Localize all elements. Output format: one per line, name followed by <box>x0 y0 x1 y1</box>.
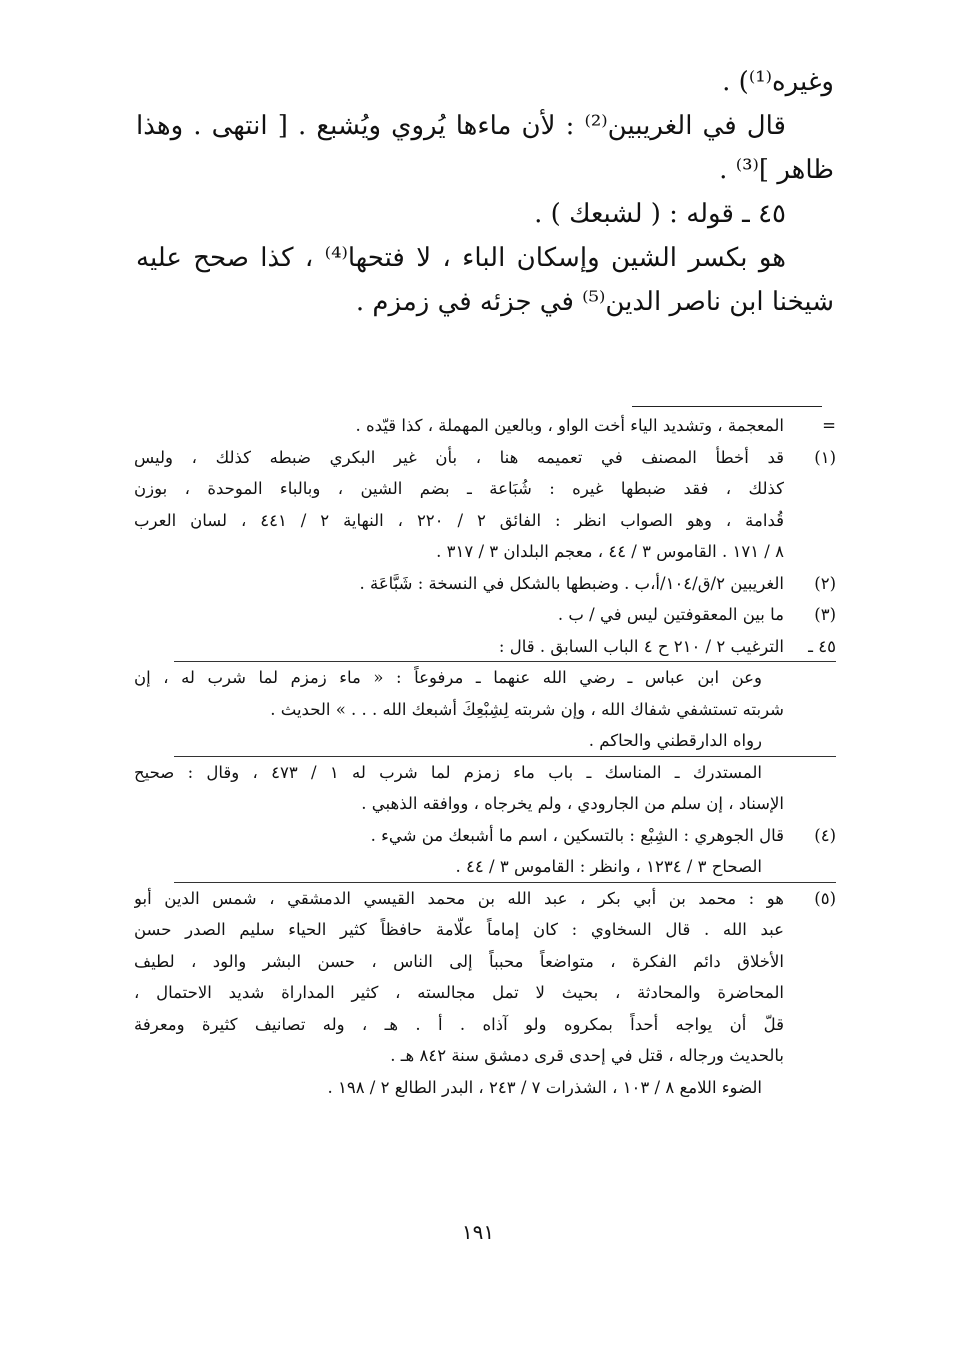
footnote-line: الترغيب ٢ / ٢١٠ ح ٤ الباب السابق . قال : <box>498 636 784 656</box>
footnote-number: ٤٥ ـ <box>808 636 836 656</box>
footnote-45-quote <box>134 662 836 757</box>
footnote-line: ٨ / ١٧١ . القاموس ٣ / ٤٤ ، معجم البلدان ٣ / ٣١٧ . <box>436 542 784 561</box>
footnote-1 <box>134 442 836 568</box>
footnote-line: قُدامة ، وهو الصواب انظر : الفائق ٢ / ٢٢٠ ، النهاية ٢ / ٤٤١ ، لسان العرب <box>134 510 784 530</box>
footnote-line: الإسناد ، إن سلم من الجارودي ، ولم يخرجاه ، ووافقه الذهبي . <box>361 794 784 813</box>
main-line: قال في الغريبين⁽²⁾ : لأن ماءها يُروي ويُشبع . [ انتهى . وهذا <box>136 111 786 141</box>
footnote-line: المستدرك ـ المناسك ـ باب ماء زمزم لما شرب له ١ / ٤٧٣ ، وقال : صحيح <box>134 762 762 782</box>
footnote-line: شربته تستشفي شفاك الله ، وإن شربته لِشِبْعِكَ أشبعك الله . . . » الحديث . <box>270 699 784 719</box>
footnote-line: وعن ابن عباس ـ رضي الله عنهما ـ مرفوعاً : « ماء زمزم لما شرب له ، إن <box>134 668 762 687</box>
main-line: وغيره⁽¹⁾) . <box>722 67 834 97</box>
main-line: ٤٥ ـ قوله : ( لشبعك ) . <box>534 199 786 229</box>
footnote-4 <box>134 820 836 883</box>
footnote-line: الضوء اللامع ٨ / ١٠٣ ، الشذرات ٧ / ٢٤٣ ، البدر الطالع ٢ / ١٩٨ . <box>327 1077 762 1097</box>
footnote-number: (٢) <box>814 573 836 593</box>
footnote-line: رواه الدارقطني والحاكم . <box>588 731 762 750</box>
footnote-number: (٣) <box>814 605 836 624</box>
footnote-line: ما بين المعقوفتين ليس في / ب . <box>557 605 784 624</box>
footnotes <box>134 410 836 1103</box>
footnote-line: قلّ أن يواجه أحداً بمكروه ولو آذاه . أ . هـ ، وله تصانيف كثيرة ومعرفة <box>134 1014 784 1034</box>
footnote-2 <box>134 568 836 600</box>
page-number: ١٩١ <box>461 1220 495 1244</box>
footnote-separator <box>632 406 822 407</box>
footnote-line: الصحاح ٣ / ١٢٣٤ ، وانظر : القاموس ٣ / ٤٤ . <box>455 857 762 876</box>
main-line: هو بكسر الشين وإسكان الباء ، لا فتحها⁽⁴⁾ ، كذا صحح عليه <box>136 243 786 273</box>
footnote-line: قد أخطأ المصنف في تعميمه هنا ، بأن غير البكري ضبطه كذلك ، وليس <box>134 447 784 467</box>
footnote-line: المعجمة ، وتشديد الياء أخت الواو ، وبالعين المهملة ، كذا قيّده . <box>355 416 784 435</box>
footnote-line: هو : محمد بن أبي بكر ، عبد الله بن محمد القيسي الدمشقي ، شمس الدين أبو <box>134 888 784 908</box>
footnote-line: الغريبين ٢/ق/١٠٤/أ،ب . وضبطها بالشكل في النسخة : شَبَّاعَة . <box>359 573 784 593</box>
footnote-number: (٤) <box>814 825 836 845</box>
footnote-line: عبد الله . قال السخاوي : كان إماماً علّامة حافظاً كثير الحياء سليم الصدر حسن <box>134 920 784 939</box>
footnote-number: (١) <box>814 447 836 467</box>
footnote-45-source <box>134 757 836 820</box>
footnote-continuation <box>134 410 836 442</box>
footnote-line: الأخلاق دائم الفكرة ، متواضعاً محبباً إلى الناس ، حسن البشر والود ، لطيف <box>134 951 784 971</box>
footnote-line: قال الجوهري : الشِبْع : بالتسكين ، اسم ما أشبعك من شيء . <box>370 825 784 845</box>
main-line: ظاهر ]⁽³⁾ . <box>719 155 834 185</box>
footnote-5 <box>134 883 836 1104</box>
footnote-line: كذلك ، فقد ضبطها غيره : شُبَاعة ـ بضم الشين ، وبالباء الموحدة ، بوزن <box>134 479 784 498</box>
main-text <box>136 60 834 324</box>
footnote-45 <box>134 631 836 663</box>
footnote-3 <box>134 599 836 631</box>
main-line: شيخنا ابن ناصر الدين⁽⁵⁾ في جزئه في زمزم . <box>355 287 834 317</box>
footnote-line: بالحديث ورجاله ، قتل في إحدى قرى دمشق سنة ٨٤٢ هـ . <box>390 1046 784 1065</box>
footnote-number: (٥) <box>814 888 836 908</box>
footnote-line: المحاضرة والمحادثة ، بحيث لا تمل مجالسته ، كثير المداراة شديد الاحتمال ، <box>134 983 784 1002</box>
footnote-number: = <box>822 416 836 435</box>
